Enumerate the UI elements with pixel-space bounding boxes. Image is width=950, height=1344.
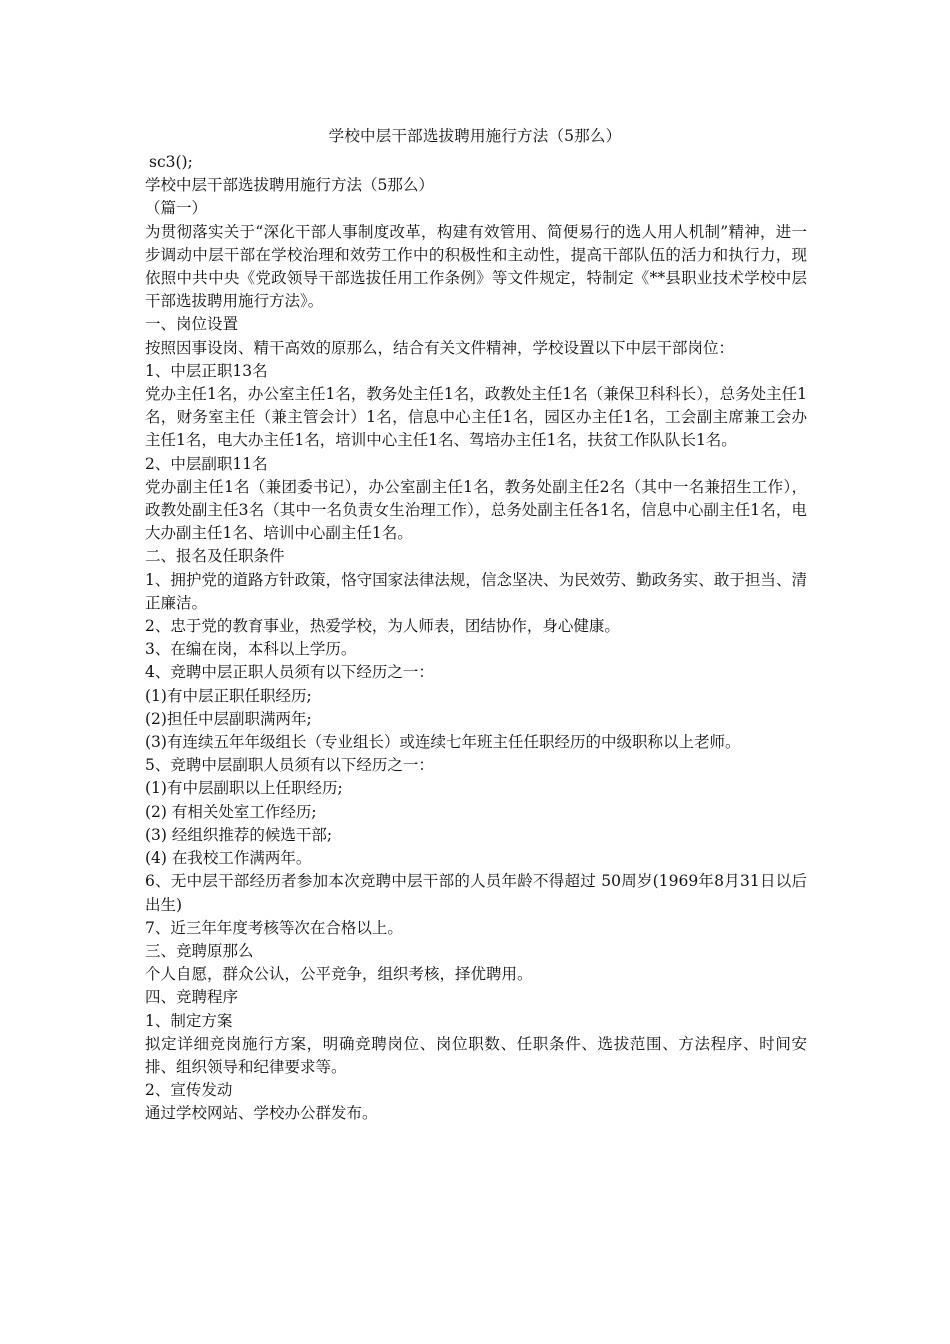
paragraph: (2) 有相关处室工作经历; — [145, 802, 317, 821]
paragraph: sc3(); — [149, 153, 193, 171]
paragraph: 5、竞聘中层副职人员须有以下经历之一： — [145, 756, 434, 775]
paragraph: (1)有中层副职以上任职经历; — [145, 779, 343, 798]
paragraph: 2、忠于党的教育事业，热爱学校，为人师表，团结协作，身心健康。 — [145, 617, 620, 636]
paragraph: 1、中层正职13名 — [145, 361, 268, 380]
paragraph: (4) 在我校工作满两年。 — [145, 849, 312, 868]
paragraph: 7、近三年年度考核等次在合格以上。 — [145, 918, 403, 937]
paragraph: (3) 经组织推荐的候选干部; — [145, 825, 333, 844]
paragraph: 1、制定方案 — [145, 1011, 233, 1030]
paragraph: 1、拥护党的道路方针政策，恪守国家法律法规，信念坚决、为民效劳、勤政务实、敢于担当、清正廉洁。 — [145, 570, 807, 612]
document-title: 学校中层干部选拔聘用施行方法（5那么） — [328, 127, 622, 145]
paragraph: 2、中层副职11名 — [145, 454, 268, 473]
paragraph: 4、竞聘中层正职人员须有以下经历之一： — [145, 663, 434, 682]
paragraph: (2)担任中层副职满两年; — [145, 709, 312, 728]
paragraph: (1)有中层正职任职经历; — [145, 686, 312, 705]
section-heading: 二、报名及任职条件 — [145, 547, 285, 566]
paragraph: （篇一） — [145, 199, 208, 218]
paragraph: 党办主任1名，办公室主任1名，教务处主任1名，政教处主任1名（兼保卫科科长），总务处主任1名，财务室主任（兼主管会计）1名，信息中心主任1名，园区办主任1名，工会副主席兼工会办主任1名，电大办主任1名，培训中心主任1名、驾培办主任1名，扶贫工作队队长1名。 — [145, 385, 807, 450]
section-heading: 三、竞聘原那么 — [145, 941, 254, 960]
paragraph: 学校中层干部选拔聘用施行方法（5那么） — [145, 176, 434, 195]
paragraph: 党办副主任1名（兼团委书记），办公室副主任1名，教务处副主任2名（其中一名兼招生工作），政教处副主任3名（其中一名负责女生治理工作），总务处副主任各1名，信息中心副主任1名，电大办副主任1名、培训中心副主任1名。 — [145, 477, 807, 543]
paragraph: 按照因事设岗、精干高效的原那么，结合有关文件精神，学校设置以下中层干部岗位： — [145, 338, 735, 357]
paragraph: 拟定详细竞岗施行方案，明确竞聘岗位、岗位职数、任职条件、选拔范围、方法程序、时间安排、组织领导和纪律要求等。 — [145, 1034, 807, 1076]
section-heading: 四、竞聘程序 — [145, 988, 239, 1007]
paragraph: 2、宣传发动 — [145, 1081, 233, 1100]
paragraph: 3、在编在岗，本科以上学历。 — [145, 640, 357, 659]
document-body — [145, 151, 807, 1126]
paragraph: 为贯彻落实关于“深化干部人事制度改革，构建有效管用、简便易行的选人用人机制”精神，进一步调动中层干部在学校治理和效劳工作中的积极性和主动性，提高干部队伍的活力和执行力，现依照中共中央《党政领导干部选拔任用工作条例》等文件规定，特制定《**县职业技术学校中层干部选拔聘用施行方法》。 — [145, 222, 807, 311]
paragraph: 个人自愿，群众公认，公平竞争，组织考核，择优聘用。 — [145, 965, 533, 984]
paragraph: 通过学校网站、学校办公群发布。 — [145, 1104, 378, 1123]
paragraph: 6、无中层干部经历者参加本次竞聘中层干部的人员年龄不得超过 50周岁(1969年8月31日以后出生) — [145, 872, 807, 914]
paragraph: (3)有连续五年年级组长（专业组长）或连续七年班主任任职经历的中级职称以上老师。 — [145, 733, 741, 752]
section-heading: 一、岗位设置 — [145, 315, 239, 334]
